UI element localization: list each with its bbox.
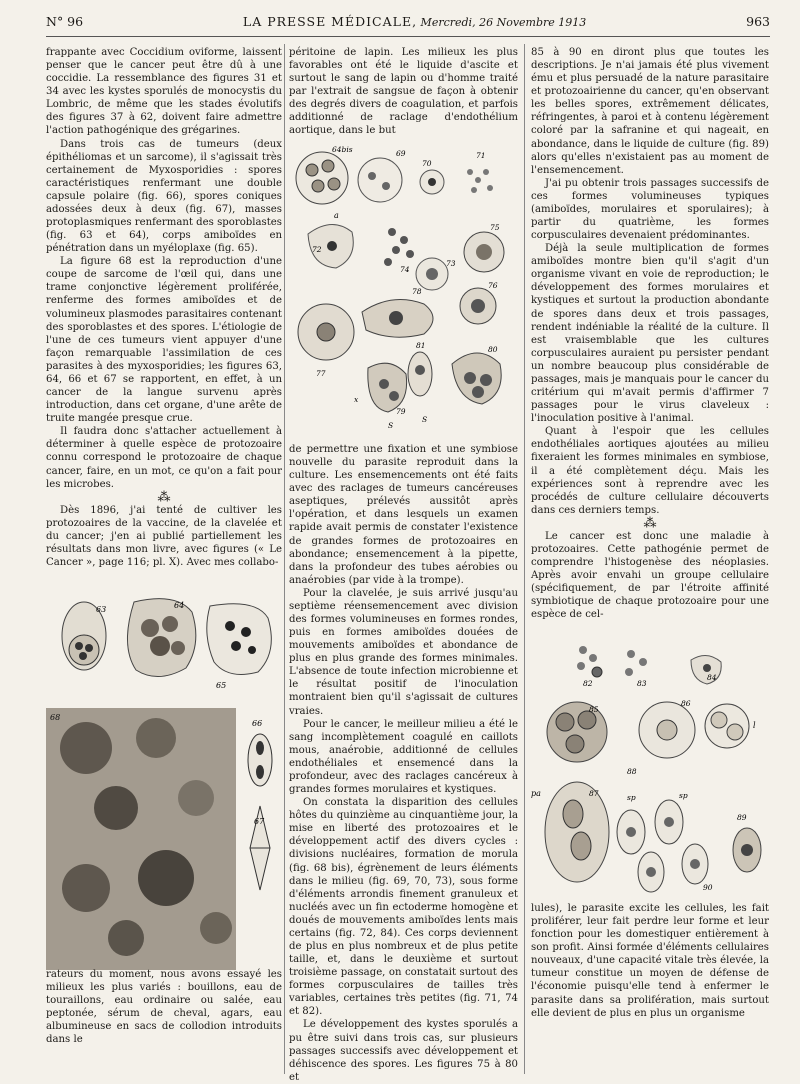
figure-label: 74 (400, 265, 410, 274)
figure-label: S (388, 421, 394, 430)
paragraph: La figure 68 est la reproduction d'une coupe de sarcome de l'œil qui, dans une trame conjonctive légèrement proliférée, renferme des formes amiboïdes et de volumineux plasmodes parasitaires contenant des sporoblastes et des spores. L'étiologie de l'une de ces tumeurs vient appuyer d'une façon remarquable l'assimilation de ces parasites à des myxosporidies; les figures 63, 64, 66 et 67 se rapportent, en effet, à un cancer de la langue survenu après introduction, dans cet organe, d'une arête de truite mangée presque crue. (46, 256, 282, 425)
paragraph: de permettre une fixation et une symbiose nouvelle du parasite reproduit dans la culture. Les ensemencements ont été faits avec des raclages de tumeurs cancéreuses aseptiques, prélevés aussitôt après l'opération, et dans lesquels un examen rapide avait permis de constater l'existence de grandes formes de protozoaires en abondance; ensemencement à la pipette, dans la profondeur des tubes aérobies ou anaérobies (par vide à la trompe). (289, 444, 518, 586)
figure-label: 89 (737, 813, 747, 822)
fig-87-cyst (545, 782, 609, 882)
fig-89-spore-nucleus (646, 867, 656, 877)
paragraph: péritoine de lapin. Les milieux les plus favorables ont été le liquide d'ascite et surtout le sang de lapin ou d'homme traité par l'extrait de sangsue de façon à obtenir des degrés divers de coagulation, et parfois additionné de raclage d'endothélium aortique, dans le but (289, 47, 518, 137)
section-separator: ⁂ (157, 489, 171, 505)
fig-63-spore (79, 652, 87, 660)
fig-63-spore (85, 644, 93, 652)
figure-label: 71 (476, 151, 486, 160)
figure-label: a (334, 211, 339, 220)
fig-73-nucleus (426, 268, 438, 280)
fig-64-sporoblast (162, 616, 178, 632)
fig-80-spore (464, 372, 476, 384)
figure-label: 79 (396, 407, 406, 416)
issue-date: Mercredi, 26 Novembre 1913 (417, 16, 587, 29)
fig-66-polar-capsule (256, 741, 264, 755)
paragraph: Il faudra donc s'attacher actuellement à déterminer à quelle espèce de protozoaire connu correspond le protozoaire de chaque cancer, faire, en un mot, ce qu'on a fait pour les microbes. (46, 426, 282, 490)
paragraph: frappante avec Coccidium oviforme, laissent penser que le cancer peut être dû à une coccidie. La ressemblance des figures 31 et 34 avec les kystes sporulés de monocystis du Lombric, de même que les stades évolutifs des figures 37 à 62, doivent faire admettre l'action pathogénique des grégarines. (46, 47, 282, 137)
fig-68-plasmode (94, 786, 138, 830)
fig-68-plasmode (62, 864, 110, 912)
figure-label: 72 (312, 245, 322, 254)
fig-63-nucleus (69, 635, 99, 665)
figures-63-68 (46, 588, 282, 970)
fig-68-plasmode (200, 912, 232, 944)
page-number: 963 (746, 14, 770, 29)
fig-68-plasmode (136, 718, 176, 758)
column-rule-1 (284, 44, 285, 1074)
fig-87-spore (571, 832, 591, 860)
figure-label: pa (531, 789, 541, 798)
paragraph: Dès 1896, j'ai tenté de cultiver les protozoaires de la vaccine, de la clavelée et du cancer; j'en ai publié partiellement les résultats dans mon livre, avec figures (« Le Cancer », page 116; pl. X). Avec mes collabo- (46, 504, 282, 569)
fig-64bis-morula (296, 152, 348, 204)
fig-79-spore (379, 379, 389, 389)
fig-68-plasmode (108, 920, 144, 956)
fig-86-cluster-cell (727, 724, 743, 740)
paragraph: Pour le cancer, le meilleur milieu a été le sang incomplètement coagulé en caillots mous, anaérobie, additionné de cellules endothéliales et ensemencé dans la profondeur, avec des raclages cancéreux à grandes formes morulaires et kystiques. (289, 718, 518, 796)
figure-label: 70 (422, 159, 432, 168)
column-1-top (46, 46, 282, 569)
fig-80-spore (480, 374, 492, 386)
column-rule-2 (524, 44, 525, 1074)
fig-78-nucleus (389, 311, 403, 325)
figure-label: sp (679, 791, 688, 800)
fig-64-sporoblast (171, 641, 185, 655)
fig-83-corpuscles (625, 650, 647, 676)
fig-64-sporoblast (141, 619, 159, 637)
fig-82-corpuscles (577, 646, 602, 677)
fig-65-amoeboid (231, 641, 241, 651)
fig-89-spore-nucleus (690, 859, 700, 869)
paragraph: Quant à l'espoir que les cellules endothéliales aortiques ajoutées au milieu fixeraient les formes minimales en symbiose, il a été complètement déçu. Mais les expériences sont à reprendre avec les procédés de culture cellulaire découverts dans ces derniers temps. (531, 426, 769, 516)
column-2-bottom (289, 443, 518, 1084)
figure-label: sp (627, 793, 636, 802)
fig-90-nucleus (741, 844, 753, 856)
figure-label: 68 (50, 713, 61, 722)
figure-label: 63 (96, 605, 107, 614)
fig-76-spore (471, 299, 485, 313)
fig-morula-element (322, 160, 334, 172)
figure-label: 77 (316, 369, 326, 378)
figure-label: 80 (488, 345, 498, 354)
paragraph: On constata la disparition des cellules hôtes du quinzième au cinquantième jour, la mise en liberté des protozoaires et le développement actif des divers cycles : divisions nucléaires, formation de morula (fig. 68 bis), égrènement de leurs éléments dans le milieu (fig. 69, 70, 73), sous forme d'éléments arrondis finement granuleux et nucléés avec un fin ectoderme homogène et doués de mouvements amiboïdes lents mais certains (fig. 72, 84). Ces corps deviennent de plus en plus nombreux et de plus petite taille, et, dans le deuxième et surtout troisième passage, on constatait surtout des formes corpusculaires de tailles très variables, certaines très petites (fig. 71, 74 et 82). (289, 797, 518, 1018)
fig-84-nucleus (703, 664, 711, 672)
figure-label: 87 (589, 789, 599, 798)
figure-label: 83 (637, 679, 647, 688)
page-header (46, 14, 770, 37)
fig-69-granule (368, 172, 376, 180)
column-3-bottom (531, 902, 769, 1020)
figure-label: l (753, 721, 756, 730)
paragraph: 85 à 90 en diront plus que toutes les descriptions. Je n'ai jamais été plus vivement ému et plus persuadé de la nature parasitaire et protozoairienne du cancer, qu'en observant les belles spores, extrêmement délicates, réfringentes, à paroi et à contenu légèrement coloré par la safranine et qui nageait, en abondance, dans le liquide de culture (fig. 89) alors qu'elles n'existaient pas au moment de l'ensemencement. (531, 47, 769, 176)
figure-label: 76 (488, 281, 498, 290)
fig-74-corpuscles (384, 228, 414, 266)
fig-77-spore (317, 323, 335, 341)
paragraph: rateurs du moment, nous avons essayé les milieux les plus variés : bouillons, eau de touraillons, eau ordinaire ou salée, eau peptonée, sérum de cheval, agars, eau albumineuse en sacs de collodion introduits dans le (46, 969, 282, 1046)
fig-65-amoeboid (248, 646, 256, 654)
fig-75-spore (476, 244, 492, 260)
figure-label: 67 (254, 817, 265, 826)
figure-label: 81 (416, 341, 426, 350)
fig-79-spore (389, 391, 399, 401)
paragraph: Dans trois cas de tumeurs (deux épithéliomas et un sarcome), il s'agissait très certainement de Myxosporidies : spores caractéristiques renfermant une double capsule polaire (fig. 66), spores coniques adossées deux à deux (fig. 67), masses protoplasmiques renfermant des sporoblastes (fig. 63 et 64), corps amiboïdes en pénétration dans un myéloplaxe (fig. 65). (46, 138, 282, 255)
fig-85-element (556, 713, 574, 731)
figures-64bis-81 (292, 142, 514, 442)
fig-65-myeloplaxe (207, 604, 272, 675)
fig-69-cell (358, 158, 402, 202)
figure-label: 64 (174, 601, 185, 610)
figure-label: 66 (252, 719, 263, 728)
figure-label: 65 (216, 681, 227, 690)
figure-label: 85 (589, 705, 599, 714)
figures-82-90 (531, 636, 769, 898)
fig-86-cluster (705, 704, 749, 748)
figure-label: 88 (627, 767, 637, 776)
fig-71-corpuscles (467, 169, 493, 193)
paragraph: Déjà la seule multiplication de formes amiboïdes montre bien qu'il s'agit d'un organisme vivant en voie de reproduction; le développement des formes morulaires et kystiques et surtout la production abondante de spores dans deux et trois passages, rendent indéniable la réalité de la culture. Il est vraisemblable que les cultures corpusculaires auraient pu persister pendant un nombre beaucoup plus considérable de passages, mais je manquais pour le cancer du critérium qui m'avait permis d'affirmer 7 passages pour le virus claveleux : l'inoculation positive à l'animal. (531, 243, 769, 425)
paragraph: Le développement des kystes sporulés a pu être suivi dans trois cas, sur plusieurs passages successifs avec développement et déhiscence des spores. Les figures 75 à 80 et (289, 1019, 518, 1083)
paragraph: Pour la clavelée, je suis arrivé jusqu'au septième réensemencement avec division des formes volumineuses en formes rondes, puis en formes amiboïdes douées de mouvements amiboïdes et abondance de plus en plus grande des formes minimales. L'absence de toute infection microbienne et le résultat positif de l'inoculation montraient bien qu'il s'agissait de cultures vraies. (289, 587, 518, 717)
fig-65-amoeboid (225, 621, 235, 631)
column-1-bottom (46, 968, 282, 1046)
figure-label: 86 (681, 699, 691, 708)
fig-70-nucleus (428, 178, 436, 186)
figure-label: 82 (583, 679, 593, 688)
fig-morula-element (312, 180, 324, 192)
column-3-top (531, 46, 769, 621)
section-separator: ⁂ (643, 515, 657, 531)
fig-65-amoeboid (241, 627, 251, 637)
fig-89-spore-nucleus (626, 827, 636, 837)
fig-86-spore (657, 720, 677, 740)
fig-morula-element (328, 178, 340, 190)
figure-label: 84 (707, 673, 717, 682)
fig-89-spore-nucleus (664, 817, 674, 827)
fig-72-nucleus (327, 241, 337, 251)
fig-68-plasmode (60, 722, 112, 774)
fig-morula-element (306, 164, 318, 176)
fig-69-granule (382, 182, 390, 190)
figure-label: 90 (703, 883, 713, 892)
figure-label: 64bis (332, 145, 353, 154)
paragraph: lules), le parasite excite les cellules, les fait proliférer, leur fait perdre leur forme et leur fonction pour les domestiquer entièrement à son profit. Ainsi formée d'éléments cellulaires nouveaux, d'une capacité vitale très élevée, la tumeur constitue un moyen de défense de l'économie puisqu'elle tend à enfermer le parasite dans sa prolifération, mais surtout elle devient de plus en plus un organisme (531, 903, 769, 1019)
figure-label: 78 (412, 287, 422, 296)
fig-63-spore (75, 642, 83, 650)
fig-81-nucleus (415, 365, 425, 375)
figure-label: x (354, 395, 359, 404)
paragraph: Le cancer est donc une maladie à protozoaires. Cette pathogénie permet de comprendre l'histogenèse des néoplasies. Après avoir envahi un groupe cellulaire (spécifiquement, de par l'étroite affinité symbiotique de chaque protozoaire pour une espèce de cel- (531, 530, 769, 621)
fig-64-sporoblast (150, 636, 170, 656)
fig-68-plasmode (138, 850, 194, 906)
issue-number: N° 96 (46, 14, 84, 29)
journal-title: LA PRESSE MÉDICALE, Mercredi, 26 Novembre 1913 (242, 14, 587, 29)
paragraph: J'ai pu obtenir trois passages successifs de ces formes volumineuses typiques (amiboïdes, morulaires et sporulaires); à partir du quatrième, les formes corpusculaires devenaient prédominantes. (531, 177, 769, 242)
figure-label: 75 (490, 223, 500, 232)
fig-80-spore (472, 386, 484, 398)
fig-86-cluster-cell (711, 712, 727, 728)
fig-68-plasmode (178, 780, 214, 816)
figure-label: S (422, 415, 428, 424)
fig-66-polar-capsule (256, 765, 264, 779)
figure-label: 73 (446, 259, 456, 268)
figure-label: 69 (396, 149, 406, 158)
fig-87-spore (563, 800, 583, 828)
fig-85-element (566, 735, 584, 753)
column-2-top (289, 46, 518, 138)
